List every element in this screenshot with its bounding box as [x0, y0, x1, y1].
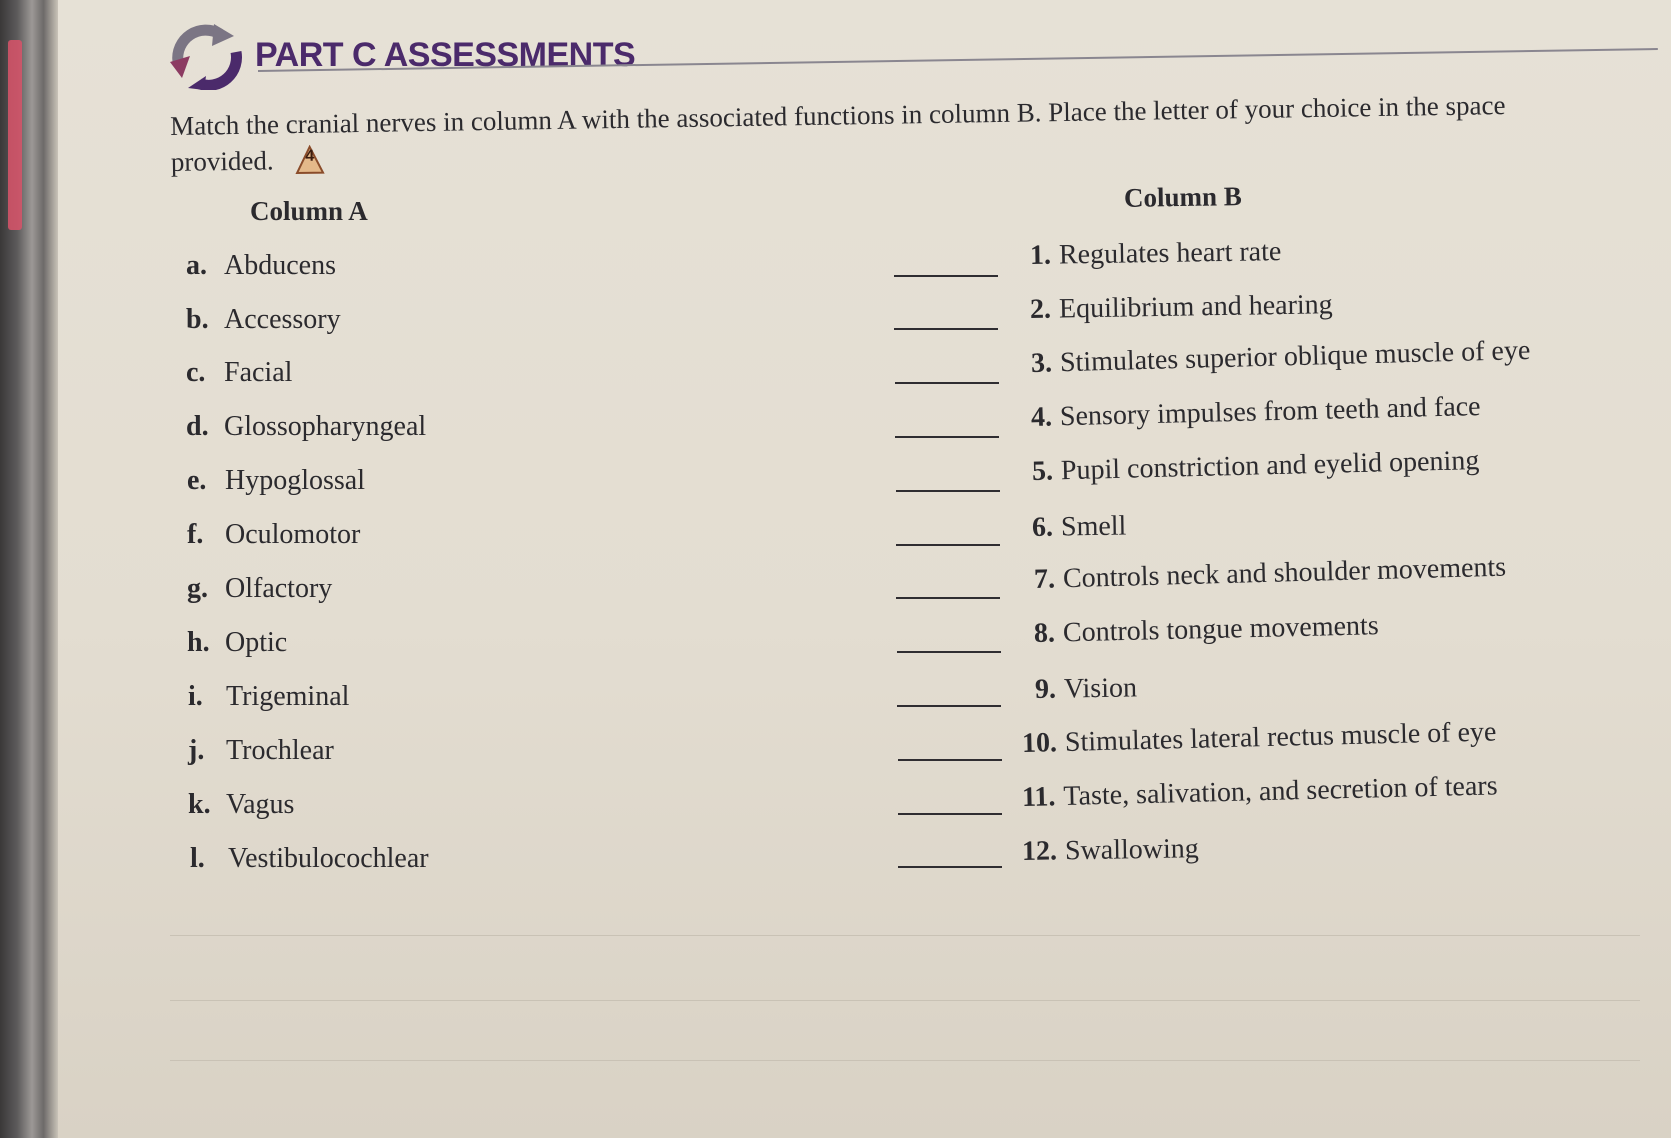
recycle-arrows-icon — [170, 22, 246, 90]
answer-blank-6[interactable] — [896, 544, 1000, 546]
answer-blank-7[interactable] — [896, 597, 1000, 599]
column-a-item: l. Vestibulocochlear — [190, 843, 429, 874]
badge-number: 4 — [305, 147, 315, 165]
column-a-item: g. Olfactory — [187, 573, 333, 604]
column-b-item: 10. Stimulates lateral rectus muscle of eye — [1021, 716, 1497, 759]
faint-rule — [170, 1060, 1640, 1061]
column-b-item: 4. Sensory impulses from teeth and face — [1030, 391, 1481, 433]
answer-blank-9[interactable] — [897, 705, 1001, 707]
column-a-item: e. Hypoglossal — [187, 465, 365, 496]
answer-blank-3[interactable] — [895, 382, 999, 384]
column-a-heading: Column A — [250, 196, 368, 226]
column-a-item: h. Optic — [187, 627, 288, 658]
column-a-item: d. Glossopharyngeal — [186, 411, 427, 442]
answer-blank-12[interactable] — [898, 866, 1002, 868]
column-b-item: 9. Vision — [1034, 672, 1138, 705]
column-b-item: 11. Taste, salivation, and secretion of tears — [1021, 770, 1498, 813]
page-title: PART C ASSESSMENTS — [255, 36, 636, 74]
column-b-item: 5. Pupil constriction and eyelid opening — [1031, 445, 1480, 487]
answer-blank-11[interactable] — [898, 813, 1002, 815]
instructions-text: Match the cranial nerves in column A with the associated functions in column B. Place the letter of your choice in the space provided. — [170, 90, 1506, 177]
answer-blank-10[interactable] — [898, 759, 1002, 761]
answer-blank-4[interactable] — [895, 436, 999, 438]
faint-rule — [170, 935, 1640, 936]
page-tab-marker — [8, 40, 22, 230]
column-a-item: j. Trochlear — [188, 735, 334, 766]
answer-blank-5[interactable] — [896, 490, 1000, 492]
column-a-item: i. Trigeminal — [188, 681, 350, 712]
column-a-item: c. Facial — [186, 357, 293, 388]
column-b-heading: Column B — [1123, 181, 1243, 213]
column-b-item: 3. Stimulates superior oblique muscle of eye — [1030, 334, 1531, 379]
column-b-item: 1. Regulates heart rate — [1029, 236, 1282, 271]
answer-blank-1[interactable] — [894, 275, 998, 277]
column-b-item: 2. Equilibrium and hearing — [1029, 289, 1333, 325]
column-b-item: 12. Swallowing — [1021, 833, 1199, 867]
column-b-item: 6. Smell — [1031, 510, 1127, 543]
answer-blank-2[interactable] — [894, 328, 998, 330]
column-b-item: 7. Controls neck and shoulder movements — [1033, 551, 1507, 595]
faint-rule — [170, 1000, 1640, 1001]
column-a-item: a. Abducens — [186, 250, 336, 281]
answer-blank-8[interactable] — [897, 651, 1001, 653]
column-a-item: k. Vagus — [188, 789, 295, 820]
standard-badge — [294, 145, 326, 175]
column-a-item: f. Oculomotor — [187, 519, 361, 550]
column-b-item: 8. Controls tongue movements — [1033, 610, 1380, 649]
column-a-item: b. Accessory — [186, 304, 341, 335]
